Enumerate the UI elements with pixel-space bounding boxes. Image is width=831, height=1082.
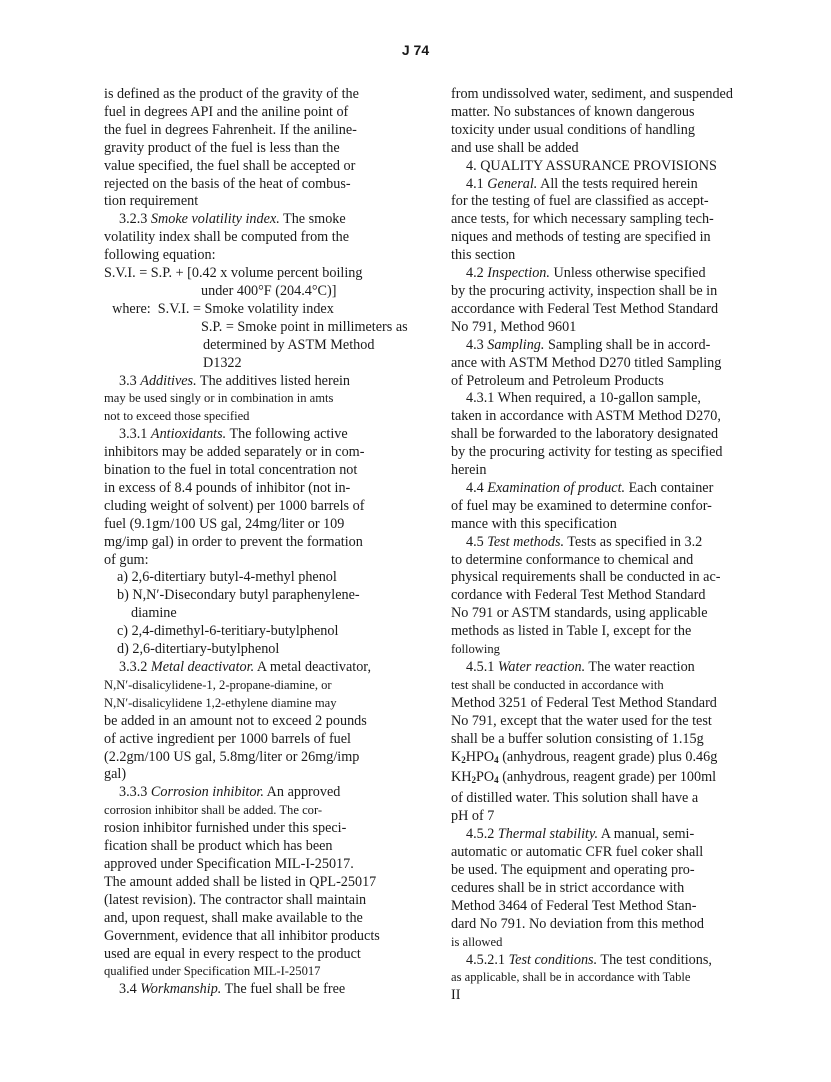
text-line: 3.2.3 Smoke volatility index. The smoke (119, 211, 346, 228)
text-line: not to exceed those specified (104, 409, 250, 424)
text-line: fuel (9.1gm/100 US gal, 24mg/liter or 109 (104, 515, 345, 532)
text-line: for the testing of fuel are classified as accept- (451, 193, 709, 210)
text-line: to determine conformance to chemical and (451, 551, 694, 568)
text-line: cluding weight of solvent) per 1000 barrels of (104, 497, 365, 514)
text-line: be used. The equipment and operating pro- (451, 861, 695, 878)
text-line: toxicity under usual conditions of handling (451, 121, 695, 138)
text-line: a) 2,6-ditertiary butyl-4-methyl phenol (117, 569, 337, 586)
text-line: II (451, 987, 461, 1004)
text-line: value specified, the fuel shall be accepted or (104, 157, 356, 174)
text-line: 4.3.1 When required, a 10-gallon sample, (466, 390, 701, 407)
text-line: is allowed (451, 934, 503, 949)
left-column (104, 86, 408, 999)
text-line: by the procuring activity, inspection shall be in (451, 282, 718, 299)
text-line: under 400°F (204.4°C)] (201, 282, 337, 299)
text-line: (latest revision). The contractor shall maintain (104, 891, 367, 908)
text-line: following (451, 642, 500, 657)
text-line: inhibitors may be added separately or in com- (104, 444, 365, 461)
text-line: herein (451, 462, 487, 479)
text-line: 4.5 Test methods. Tests as specified in 3.2 (466, 533, 703, 550)
text-line: shall be forwarded to the laboratory designated (451, 426, 719, 443)
text-line: 3.3.3 Corrosion inhibitor. An approved (119, 784, 341, 801)
text-line: test shall be conducted in accordance with (451, 677, 664, 692)
text-line: 4.2 Inspection. Unless otherwise specified (466, 265, 706, 282)
text-line: ance tests, for which necessary sampling tech- (451, 211, 714, 228)
text-line: 4.1 General. All the tests required herein (466, 175, 698, 192)
text-line: pH of 7 (451, 808, 495, 825)
text-line: 4.4 Examination of product. Each container (466, 479, 714, 496)
text-line: 3.3.1 Antioxidants. The following active (119, 426, 348, 443)
right-column (451, 86, 761, 1005)
text-line: N,N′-disalicylidene 1,2-ethylene diamine may (104, 695, 337, 710)
text-line: Government, evidence that all inhibitor products (104, 927, 380, 944)
text-line: dard No 791. No deviation from this method (451, 915, 704, 932)
text-line: as applicable, shall be in accordance with Table (451, 970, 691, 985)
text-line: No 791, Method 9601 (451, 318, 577, 335)
text-line: Method 3251 of Federal Test Method Standard (451, 694, 717, 711)
text-line: niques and methods of testing are specified in (451, 229, 711, 246)
text-line: of fuel may be examined to determine confor- (451, 497, 712, 514)
text-line: ance with ASTM Method D270 titled Sampling (451, 354, 722, 371)
text-line: fuel in degrees API and the aniline point of (104, 103, 349, 120)
text-line: cedures shall be in strict accordance with (451, 879, 685, 896)
text-line: determined by ASTM Method (203, 336, 375, 353)
text-line: matter. No substances of known dangerous (451, 103, 695, 120)
text-line: taken in accordance with ASTM Method D270, (451, 408, 721, 425)
text-line: N,N′-disalicylidene-1, 2-propane-diamine, or (104, 677, 332, 692)
text-line: 4.5.1 Water reaction. The water reaction (466, 659, 695, 675)
text-line: b) N,N′-Disecondary butyl paraphenylene- (117, 587, 360, 604)
text-line: where: S.V.I. = Smoke volatility index (112, 300, 334, 317)
text-line: of Petroleum and Petroleum Products (451, 372, 664, 389)
text-line: and use shall be added (451, 139, 579, 156)
text-line: fication shall be product which has been (104, 838, 333, 855)
text-line: S.P. = Smoke point in millimeters as (201, 318, 408, 335)
text-line: of active ingredient per 1000 barrels of fuel (104, 730, 351, 747)
text-line: rejected on the basis of the heat of combus- (104, 175, 351, 192)
text-line: mance with this specification (451, 515, 617, 532)
text-line: (2.2gm/100 US gal, 5.8mg/liter or 26mg/imp (104, 748, 360, 765)
text-line: of distilled water. This solution shall have a (451, 790, 699, 807)
text-line: the fuel in degrees Fahrenheit. If the aniline- (104, 121, 357, 138)
text-line: qualified under Specification MIL-I-25017 (104, 964, 321, 979)
text-line: tion requirement (104, 193, 199, 210)
text-line: 4.5.2.1 Test conditions. The test conditions, (466, 951, 712, 968)
text-line: diamine (131, 605, 177, 622)
text-line: $KH_2PO_4$ (anhydrous, reagent grade) per 100ml (451, 769, 717, 786)
text-line: No 791, except that the water used for the test (451, 712, 712, 729)
text-line: gravity product of the fuel is less than the (104, 139, 340, 156)
text-line: in excess of 8.4 pounds of inhibitor (not in- (104, 479, 351, 496)
text-line: mg/imp gal) in order to prevent the formation (104, 533, 363, 550)
text-line: physical requirements shall be conducted in ac- (451, 569, 721, 586)
page-header: J 74 (401, 42, 430, 58)
text-line: 4.3 Sampling. Sampling shall be in accord- (466, 336, 711, 353)
text-line: cordance with Federal Test Method Standard (451, 587, 706, 604)
text-line: bination to the fuel in total concentration not (104, 462, 358, 479)
text-line: this section (451, 247, 516, 264)
text-line: shall be a buffer solution consisting of 1.15g (451, 730, 704, 747)
text-line: accordance with Federal Test Method Standard (451, 300, 719, 317)
text-line: Method 3464 of Federal Test Method Stan- (451, 897, 697, 914)
text-line: methods as listed in Table I, except for the (451, 623, 692, 640)
text-line: 3.3 Additives. The additives listed herein (119, 372, 351, 389)
text-line: of gum: (104, 551, 149, 568)
text-line: $K_2HPO_4$ (anhydrous, reagent grade) plus 0.46g (451, 748, 718, 765)
text-line: gal) (104, 766, 127, 783)
text-line: automatic or automatic CFR fuel coker shall (451, 844, 704, 861)
text-line: from undissolved water, sediment, and suspended (451, 86, 733, 102)
text-line: 3.3.2 Metal deactivator. A metal deactivator, (119, 659, 371, 675)
text-line: 4. QUALITY ASSURANCE PROVISIONS (466, 157, 717, 174)
text-line: 3.4 Workmanship. The fuel shall be free (119, 981, 346, 998)
text-line: by the procuring activity for testing as specified (451, 444, 723, 461)
text-line: No 791 or ASTM standards, using applicable (451, 605, 708, 622)
text-line: d) 2,6-ditertiary-butylphenol (117, 641, 280, 658)
text-line: The amount added shall be listed in QPL-25017 (104, 873, 377, 890)
text-line: S.V.I. = S.P. + [0.42 x volume percent boiling (104, 265, 363, 282)
text-line: c) 2,4-dimethyl-6-teritiary-butylphenol (117, 623, 339, 640)
text-line: be added in an amount not to exceed 2 pounds (104, 712, 367, 729)
text-line: approved under Specification MIL-I-25017. (104, 855, 354, 872)
text-line: rosion inhibitor furnished under this speci- (104, 820, 347, 837)
text-line: volatility index shall be computed from the (104, 229, 350, 246)
text-line: following equation: (104, 247, 216, 264)
text-line: may be used singly or in combination in amts (104, 391, 334, 406)
text-line: corrosion inhibitor shall be added. The cor- (104, 803, 323, 818)
text-line: is defined as the product of the gravity of the (104, 86, 359, 102)
text-line: used are equal in every respect to the product (104, 945, 361, 962)
text-line: and, upon request, shall make available to the (104, 909, 363, 926)
text-line: 4.5.2 Thermal stability. A manual, semi- (466, 826, 695, 843)
text-line: D1322 (203, 354, 242, 371)
